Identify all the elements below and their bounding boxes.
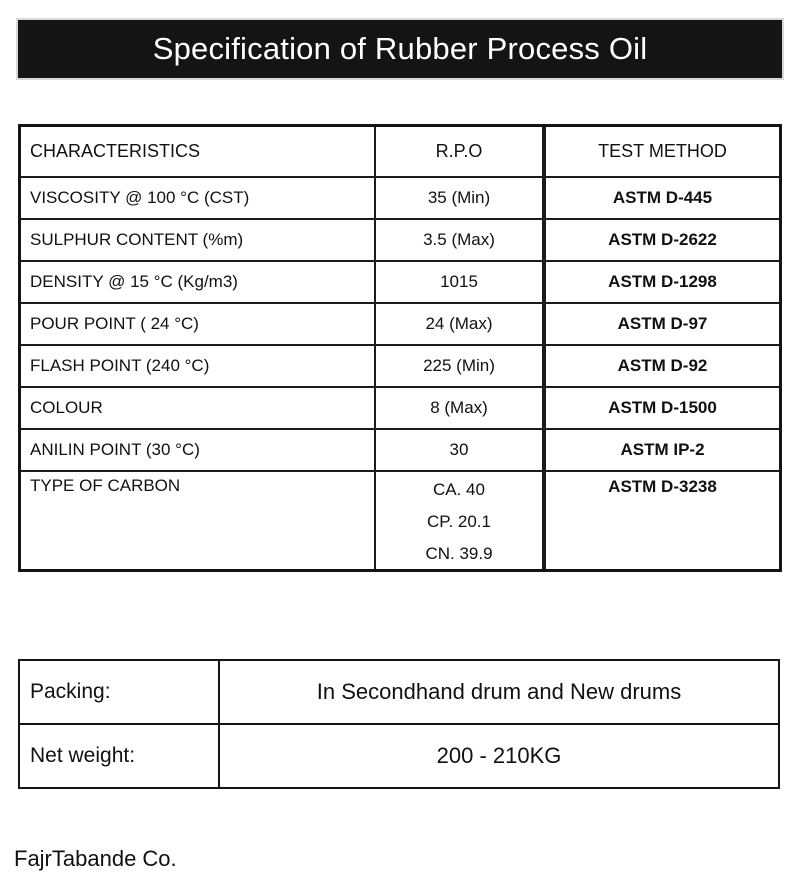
rpo-cell: 225 (Min) [376, 346, 546, 386]
company-name: FajrTabande Co. [14, 846, 177, 871]
carbon-composition-cell [376, 472, 546, 569]
table-header-row [21, 127, 779, 178]
test-method-cell: ASTM D-1500 [608, 398, 717, 417]
packing-table [18, 659, 780, 789]
table-row [21, 178, 779, 220]
table-row [21, 304, 779, 346]
characteristic-cell: FLASH POINT (240 °C) [21, 346, 376, 386]
test-method-cell: ASTM D-92 [617, 356, 708, 375]
table-row [21, 430, 779, 472]
table-row [21, 346, 779, 388]
test-method-cell: ASTM D-1298 [608, 272, 717, 291]
rpo-cell: 35 (Min) [376, 178, 546, 218]
packing-label: Packing: [20, 661, 220, 723]
rpo-cell: 30 [376, 430, 546, 470]
test-method-cell: ASTM D-97 [617, 314, 708, 333]
net-weight-value: 200 - 210KG [436, 743, 562, 768]
table-row-carbon [21, 472, 779, 569]
test-method-cell: ASTM IP-2 [620, 440, 705, 459]
rpo-cell: 8 (Max) [376, 388, 546, 428]
characteristic-cell: VISCOSITY @ 100 °C (CST) [21, 178, 376, 218]
test-method-cell: ASTM D-3238 [608, 477, 717, 496]
carbon-cp-value: CP. 20.1 [427, 512, 491, 531]
table-row [21, 388, 779, 430]
packing-value: In Secondhand drum and New drums [316, 679, 682, 704]
table-row [21, 262, 779, 304]
rpo-cell: 1015 [376, 262, 546, 302]
net-weight-row [20, 725, 778, 787]
characteristic-cell: COLOUR [21, 388, 376, 428]
header-characteristics: CHARACTERISTICS [21, 127, 376, 176]
page-title: Specification of Rubber Process Oil [18, 20, 782, 78]
packing-row [20, 661, 778, 725]
table-row [21, 220, 779, 262]
specification-table [18, 124, 782, 572]
characteristic-cell: TYPE OF CARBON [21, 472, 376, 569]
net-weight-label: Net weight: [20, 725, 220, 787]
characteristic-cell: POUR POINT ( 24 °C) [21, 304, 376, 344]
carbon-cn-value: CN. 39.9 [425, 544, 493, 563]
test-method-cell: ASTM D-445 [612, 188, 713, 207]
test-method-cell: ASTM D-2622 [608, 230, 717, 249]
characteristic-cell: ANILIN POINT (30 °C) [21, 430, 376, 470]
rpo-cell: 3.5 (Max) [376, 220, 546, 260]
characteristic-cell: SULPHUR CONTENT (%m) [21, 220, 376, 260]
carbon-ca-value: CA. 40 [433, 480, 485, 499]
rpo-cell: 24 (Max) [376, 304, 546, 344]
header-rpo: R.P.O [376, 127, 546, 176]
header-test-method: TEST METHOD [598, 141, 727, 161]
characteristic-cell: DENSITY @ 15 °C (Kg/m3) [21, 262, 376, 302]
